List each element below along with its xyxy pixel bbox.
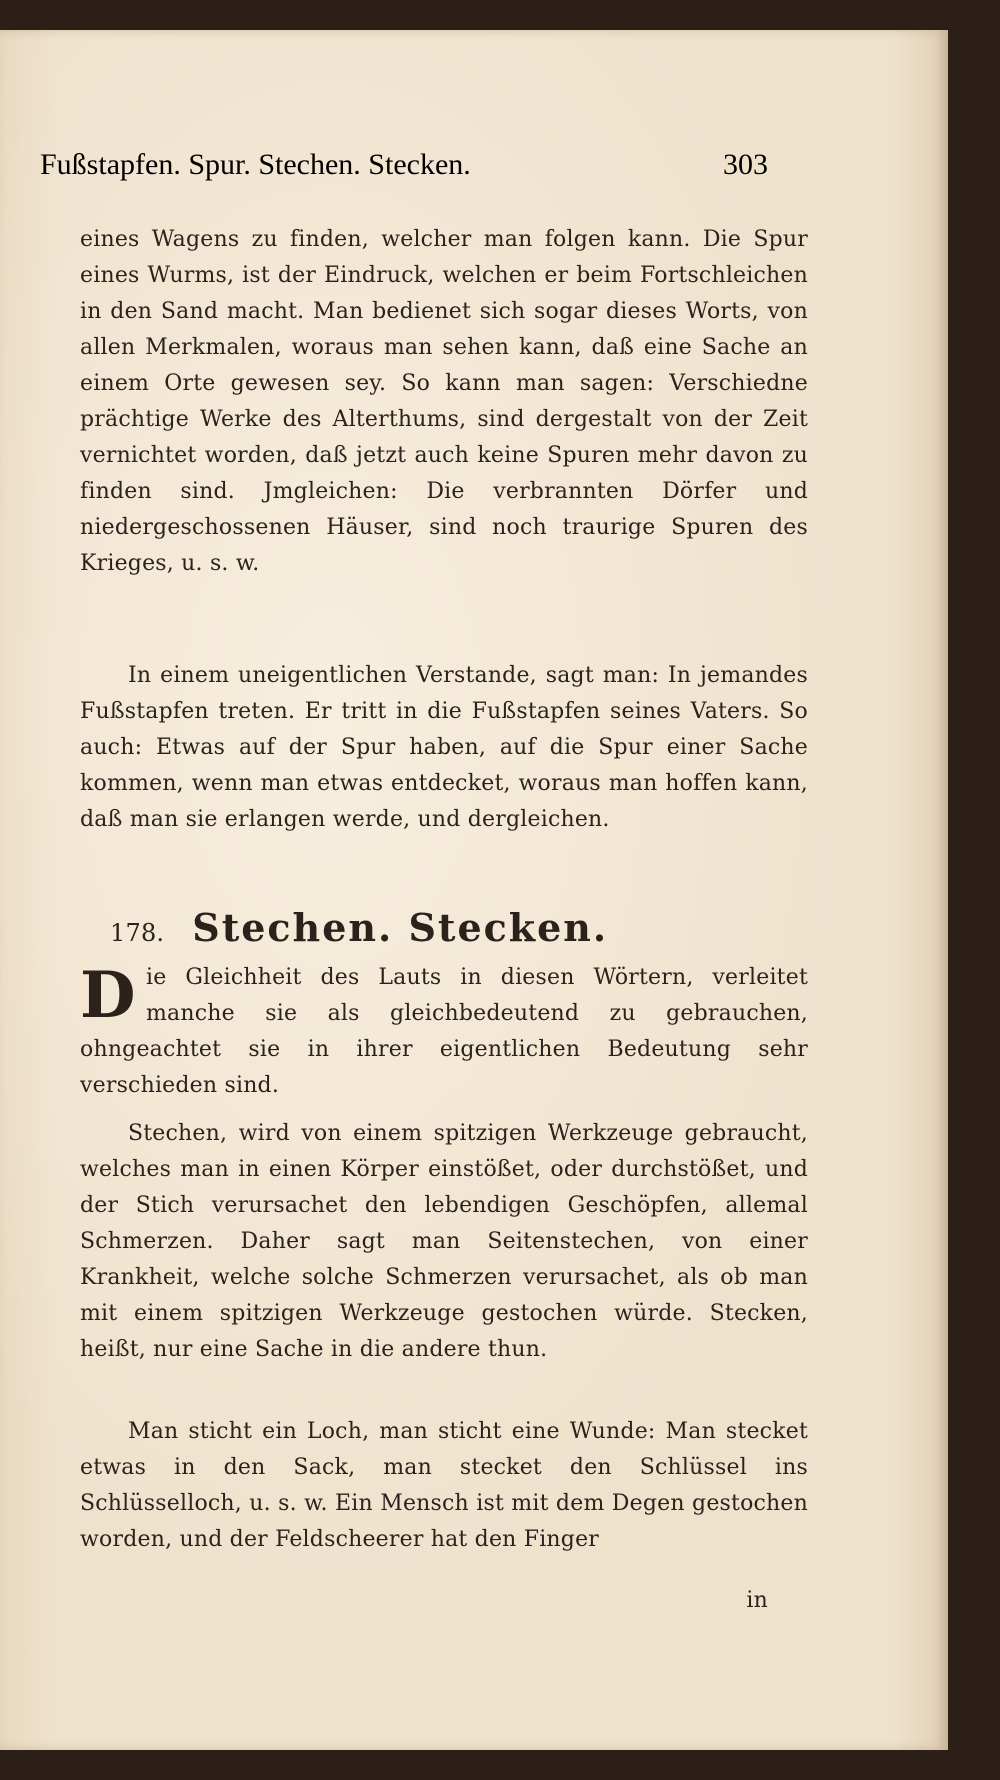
header-title: Fußstapfen. Spur. Stechen. Stecken. <box>40 148 471 181</box>
section-number: 178. <box>110 919 165 947</box>
paragraph-5: Man sticht ein Loch, man sticht eine Wunde: Man stecket etwas in den Sack, man stecket den Schlüssel ins Schlüsselloch, u. s. w. Ein Mensch ist mit dem Degen gestochen worden, und der Feldscheerer hat den Finger <box>80 1419 808 1552</box>
paragraph-3 <box>80 960 808 1104</box>
book-page <box>0 30 948 1750</box>
paragraph-1: eines Wagens zu finden, welcher man folgen kann. Die Spur eines Wurms, ist der Eindruck, welchen er beim Fortschleichen in den Sand macht. Man bedienet sich sogar dieses Worts, von allen Merkmalen, woraus man sehen kann, daß eine Sache an einem Orte gewesen sey. So kann man sagen: Verschiedne prächtige Werke des Alterthums, sind dergestalt von der Zeit vernichtet worden, daß jetzt auch keine Spuren mehr davon zu finden sind. Jmgleichen: Die verbrannten Dörfer und niedergeschossenen Häuser, sind noch traurige Spuren des Krieges, u. s. w. <box>80 227 808 576</box>
paragraph-3-text: ie Gleichheit des Lauts in diesen Wörtern, verleitet manche sie als gleichbedeutend zu gebrauchen, ohngeachtet sie in ihrer eigentlichen Bedeutung sehr verschieden sind. <box>80 965 808 1098</box>
catchword: in <box>746 1588 768 1613</box>
paragraph-2: In einem uneigentlichen Verstande, sagt man: In jemandes Fußstapfen treten. Er tritt in die Fußstapfen seines Vaters. So auch: Etwas auf der Spur haben, auf die Spur einer Sache kommen, wenn man etwas entdecket, woraus man hoffen kann, daß man sie erlangen werde, und dergleichen. <box>80 663 808 832</box>
page-number: 303 <box>723 148 768 181</box>
drop-cap: D <box>80 958 136 1033</box>
section-title: Stechen. Stecken. <box>192 905 609 950</box>
paragraph-4: Stechen, wird von einem spitzigen Werkzeuge gebraucht, welches man in einen Körper einstößet, oder durchstößet, und der Stich verursachet den lebendigen Geschöpfen, allemal Schmerzen. Daher sagt man Seitenstechen, von einer Krankheit, welche solche Schmerzen verursachet, als ob man mit einem spitzigen Werkzeuge gestochen würde. Stecken, heißt, nur eine Sache in die andere thun. <box>80 1121 808 1362</box>
section-heading <box>40 905 768 951</box>
running-header <box>40 148 768 204</box>
